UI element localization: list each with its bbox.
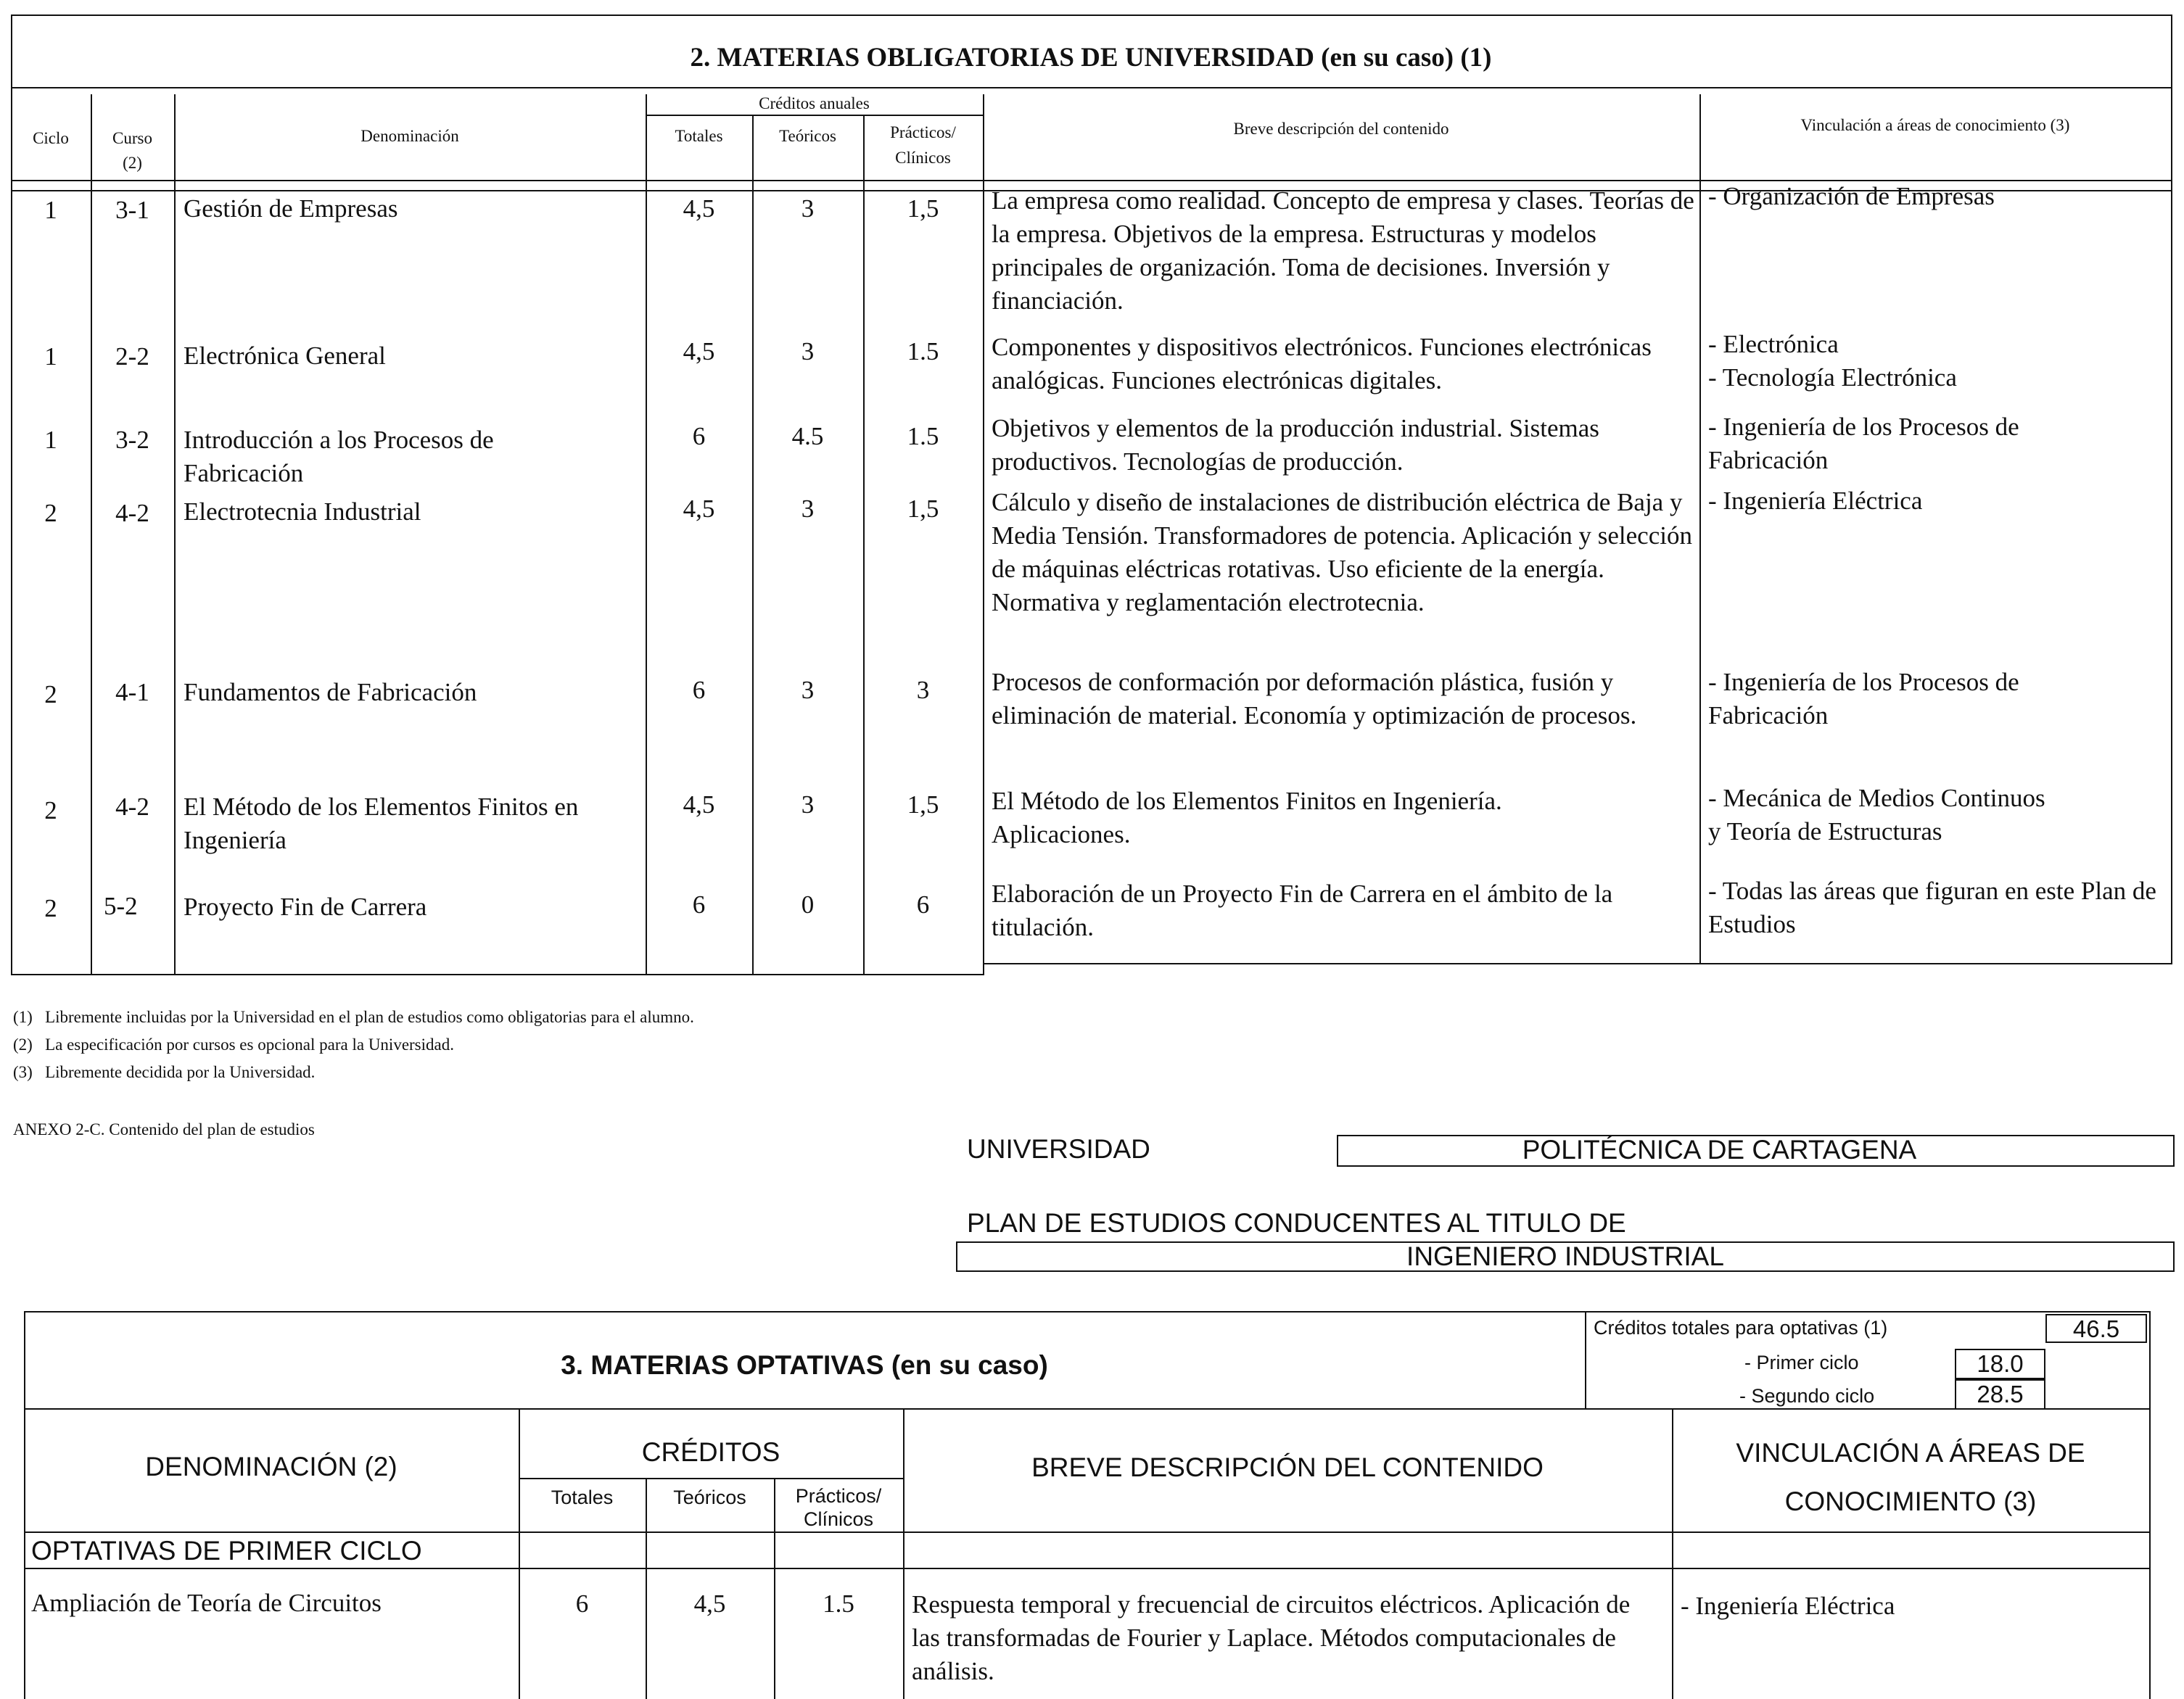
cell-descripcion: Componentes y dispositivos electrónicos. Funciones electrónicas analógicas. Funciones electrónicas digitales. xyxy=(992,333,1652,394)
cell-ciclo: 1 xyxy=(44,342,57,371)
cell-vinculacion: - Ingeniería Eléctrica xyxy=(1708,487,1923,515)
cell-practicos: 1,5 xyxy=(907,495,939,523)
cell-ciclo: 2 xyxy=(44,894,57,922)
cell-teoricos: 4.5 xyxy=(791,422,824,450)
cell-ciclo: 2 xyxy=(44,796,57,824)
t3-header-vinculacion-2: CONOCIMIENTO (3) xyxy=(1784,1487,2037,1516)
footnote: (3) Libremente decidida por la Universidad. xyxy=(13,1063,316,1081)
cell-descripcion: Objetivos y elementos de la producción industrial. Sistemas productivos. Tecnologías de producción. xyxy=(992,414,1599,476)
cell-teoricos: 3 xyxy=(801,337,815,365)
cell-descripcion: La empresa como realidad. Concepto de empresa y clases. Teorías de la empresa. Objetivos de la empresa. Estructuras y modelos principales de organización. Toma de decisiones. Inversión y financiación. xyxy=(992,186,1694,315)
cell-descripcion: Procesos de conformación por deformación plástica, fusión y eliminación de material. Economía y optimización de procesos. xyxy=(992,668,1637,729)
cell-teoricos: 4,5 xyxy=(693,1590,726,1618)
footnote: (1) Libremente incluidas por la Universidad en el plan de estudios como obligatorias para el alumno. xyxy=(13,1008,694,1026)
cell-teoricos: 0 xyxy=(801,890,815,919)
table3-title: 3. MATERIAS OPTATIVAS (en su caso) xyxy=(561,1350,1048,1380)
creditos-totales-label: Créditos totales para optativas (1) xyxy=(1594,1317,1888,1339)
cell-ciclo: 1 xyxy=(44,196,57,224)
cell-descripcion: Respuesta temporal y frecuencial de circuitos eléctricos. Aplicación de las transformadas de Fourier y Laplace. Métodos computacionales de análisis. xyxy=(912,1590,1631,1685)
cell-curso: 4-2 xyxy=(115,499,149,527)
cell-denominacion: Electrónica General xyxy=(184,342,386,370)
table2-title: 2. MATERIAS OBLIGATORIAS DE UNIVERSIDAD (en su caso) (1) xyxy=(690,43,1492,73)
cell-curso: 5-2 xyxy=(104,892,138,920)
cell-denominacion: Fundamentos de Fabricación xyxy=(184,678,477,706)
t3-header-creditos: CRÉDITOS xyxy=(641,1437,780,1467)
cell-denominacion: Introducción a los Procesos de Fabricación xyxy=(184,426,494,487)
header-clinicos: Clínicos xyxy=(895,149,951,167)
cell-denominacion: El Método de los Elementos Finitos en Ingeniería xyxy=(184,793,579,854)
cell-totales: 6 xyxy=(692,890,706,919)
cell-vinculacion: - Mecánica de Medios Continuos y Teoría de Estructuras xyxy=(1708,784,2045,846)
cell-denominacion: Gestión de Empresas xyxy=(184,194,398,223)
primer-ciclo-label: - Primer ciclo xyxy=(1744,1352,1859,1373)
header-curso-note: (2) xyxy=(123,154,142,172)
cell-practicos: 1,5 xyxy=(907,790,939,819)
segundo-ciclo-label: - Segundo ciclo xyxy=(1739,1385,1875,1407)
cell-totales: 4,5 xyxy=(683,194,715,223)
cell-curso: 3-1 xyxy=(115,196,149,224)
plan-label: PLAN DE ESTUDIOS CONDUCENTES AL TITULO DE xyxy=(967,1208,1626,1238)
cell-totales: 6 xyxy=(692,676,706,704)
footnote: (2) La especificación por cursos es opcional para la Universidad. xyxy=(13,1035,454,1054)
cell-denominacion: Proyecto Fin de Carrera xyxy=(184,893,427,921)
section-optativas-primer-ciclo: OPTATIVAS DE PRIMER CICLO xyxy=(31,1536,422,1566)
header-totales: Totales xyxy=(675,127,723,145)
cell-vinculacion: - Ingeniería Eléctrica xyxy=(1681,1592,1895,1620)
cell-descripcion: Elaboración de un Proyecto Fin de Carrera en el ámbito de la titulación. xyxy=(992,880,1613,941)
t3-header-vinculacion-1: VINCULACIÓN A ÁREAS DE xyxy=(1736,1438,2085,1468)
cell-totales: 4,5 xyxy=(683,337,715,365)
header-vinculacion: Vinculación a áreas de conocimiento (3) xyxy=(1800,116,2070,134)
cell-totales: 6 xyxy=(692,422,706,450)
cell-practicos: 6 xyxy=(916,890,930,919)
cell-teoricos: 3 xyxy=(801,790,815,819)
header-ciclo: Ciclo xyxy=(33,129,69,147)
cell-denominacion: Electrotecnia Industrial xyxy=(184,497,421,526)
primer-ciclo-value: 18.0 xyxy=(1977,1350,2024,1377)
cell-practicos: 1.5 xyxy=(907,422,939,450)
cell-totales: 4,5 xyxy=(683,790,715,819)
header-creditos-anuales: Créditos anuales xyxy=(759,94,870,112)
header-denominacion: Denominación xyxy=(360,127,459,145)
cell-totales: 6 xyxy=(575,1590,589,1618)
creditos-totales-value: 46.5 xyxy=(2072,1315,2120,1342)
cell-practicos: 1,5 xyxy=(907,194,939,223)
titulo-value: INGENIERO INDUSTRIAL xyxy=(1406,1241,1724,1271)
cell-vinculacion: - Ingeniería de los Procesos de Fabricación xyxy=(1708,668,2019,729)
header-practicos: Prácticos/ xyxy=(890,123,956,141)
t3-header-clinicos: Clínicos xyxy=(803,1508,874,1530)
cell-ciclo: 2 xyxy=(44,680,57,708)
segundo-ciclo-value: 28.5 xyxy=(1977,1381,2024,1407)
cell-curso: 4-1 xyxy=(115,678,149,706)
cell-curso: 4-2 xyxy=(115,793,149,821)
cell-vinculacion: - Todas las áreas que figuran en este Plan de Estudios xyxy=(1708,877,2156,938)
universidad-label: UNIVERSIDAD xyxy=(967,1134,1150,1164)
cell-vinculacion: - Ingeniería de los Procesos de Fabricación xyxy=(1708,413,2019,474)
cell-descripcion: Cálculo y diseño de instalaciones de distribución eléctrica de Baja y Media Tensión. Transformadores de potencia. Aplicación y selección de máquinas eléctricas rotativas. Uso eficiente de la energía. Normativa y reglamentación electrotecnia. xyxy=(992,488,1692,616)
cell-curso: 3-2 xyxy=(115,426,149,454)
cell-vinculacion: - Electrónica - Tecnología Electrónica xyxy=(1708,330,1957,392)
t3-header-descripcion: BREVE DESCRIPCIÓN DEL CONTENIDO xyxy=(1031,1452,1544,1482)
cell-teoricos: 3 xyxy=(801,495,815,523)
anexo-label: ANEXO 2-C. Contenido del plan de estudios xyxy=(13,1120,315,1138)
t3-header-totales: Totales xyxy=(551,1487,614,1508)
cell-practicos: 1.5 xyxy=(907,337,939,365)
cell-ciclo: 2 xyxy=(44,499,57,527)
cell-practicos: 1.5 xyxy=(823,1590,854,1618)
cell-vinculacion: - Organización de Empresas xyxy=(1708,182,1995,210)
header-teoricos: Teóricos xyxy=(779,127,836,145)
t3-header-denominacion: DENOMINACIÓN (2) xyxy=(145,1452,397,1481)
header-curso: Curso xyxy=(112,129,152,147)
header-descripcion: Breve descripción del contenido xyxy=(1233,120,1449,138)
cell-curso: 2-2 xyxy=(115,342,149,371)
universidad-value: POLITÉCNICA DE CARTAGENA xyxy=(1522,1135,1917,1165)
cell-teoricos: 3 xyxy=(801,676,815,704)
t3-header-teoricos: Teóricos xyxy=(673,1487,746,1508)
cell-totales: 4,5 xyxy=(683,495,715,523)
cell-denominacion: Ampliación de Teoría de Circuitos xyxy=(31,1589,382,1617)
t3-header-practicos: Prácticos/ xyxy=(795,1485,882,1507)
cell-practicos: 3 xyxy=(916,676,930,704)
cell-teoricos: 3 xyxy=(801,194,815,223)
cell-descripcion: El Método de los Elementos Finitos en Ingeniería. Aplicaciones. xyxy=(992,787,1502,848)
cell-ciclo: 1 xyxy=(44,426,57,454)
